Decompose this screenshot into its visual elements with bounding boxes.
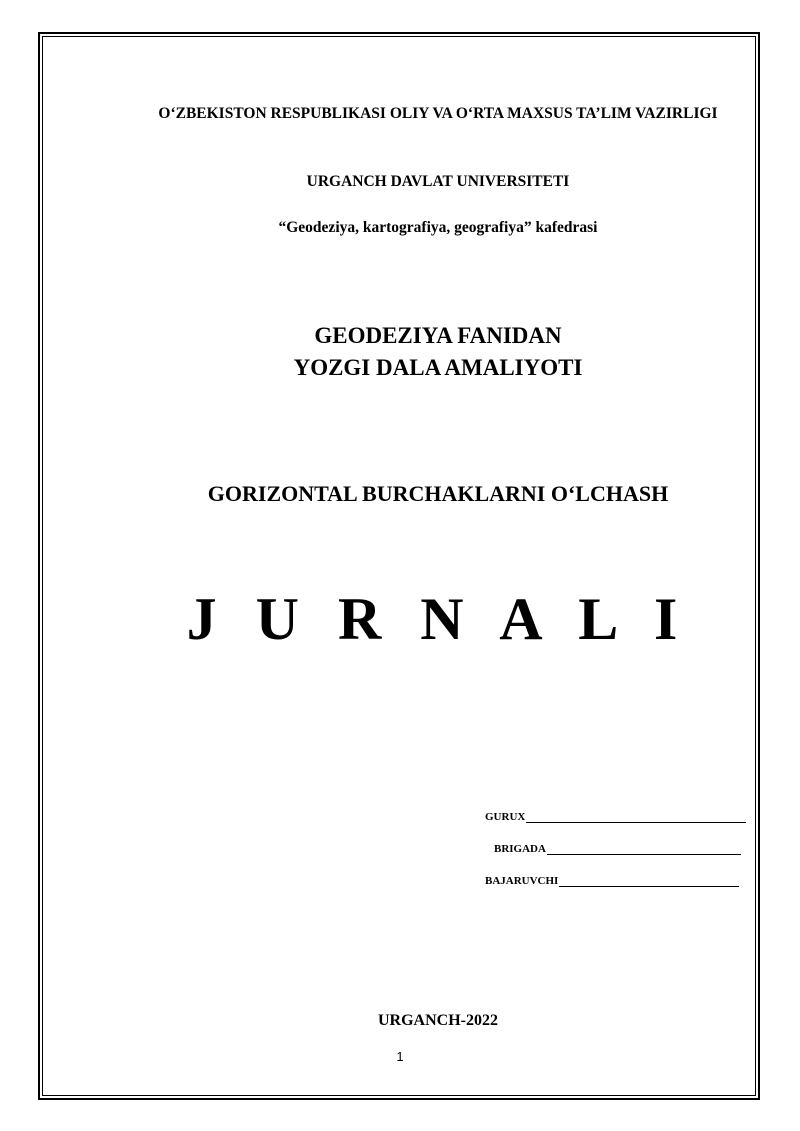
group-label: GURUX [485, 811, 526, 823]
document-title: J U R N A L I [186, 586, 690, 652]
page-border-inner [42, 36, 756, 1096]
university-name: URGANCH DAVLAT UNIVERSITETI [306, 173, 570, 190]
page-number: 1 [396, 1049, 404, 1064]
group-blank-line [526, 812, 746, 823]
performer-label: BAJARUVCHI [485, 875, 559, 887]
brigade-blank-line [547, 844, 741, 855]
performer-field [485, 875, 739, 887]
subject-title [120, 320, 756, 384]
performer-blank-line [559, 876, 739, 887]
subject-line-1: GEODEZIYA FANIDAN [314, 323, 562, 348]
city-year: URGANCH-2022 [378, 1012, 498, 1029]
department-name: “Geodeziya, kartografiya, geografiya” kafedrasi [278, 219, 598, 236]
topic-title: GORIZONTAL BURCHAKLARNI O‘LCHASH [207, 481, 669, 506]
ministry-heading: O‘ZBEKISTON RESPUBLIKASI OLIY VA O‘RTA MAXSUS TA’LIM VAZIRLIGI [158, 105, 718, 122]
brigade-label: BRIGADA [494, 843, 546, 855]
subject-line-2: YOZGI DALA AMALIYOTI [293, 355, 583, 380]
group-field [485, 811, 746, 823]
brigade-field [494, 843, 741, 855]
